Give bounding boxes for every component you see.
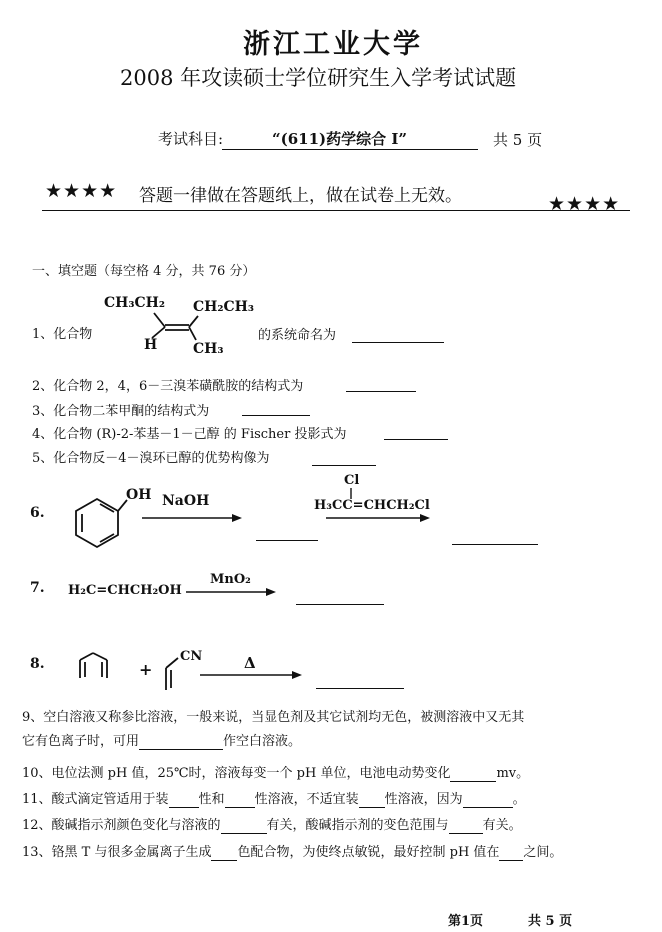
footer-page-number: 第1页	[448, 914, 484, 929]
q9-answer-blank[interactable]	[139, 734, 223, 750]
q11-line	[22, 788, 526, 808]
q1-ethyl-right: CH₂CH₃	[193, 299, 255, 315]
q12-line	[22, 814, 522, 834]
university-name: 浙江工业大学	[243, 29, 423, 60]
q13-blank-2[interactable]	[499, 845, 523, 861]
q9-line2	[22, 730, 301, 750]
q1-label: 1、化合物	[32, 327, 93, 342]
q7-reactant: H₂C=CHCH₂OH	[68, 583, 182, 598]
exam-title: 2008 年攻读硕士学位研究生入学考试试题	[120, 66, 517, 90]
q11-text-b: 性和	[198, 792, 225, 807]
q11-text-d: 性溶液，因为	[384, 792, 463, 807]
notice-stars-right: ★★★★	[548, 193, 621, 215]
q13-text-b: 色配合物，为使终点敏锐，最好控制 pH 值在	[237, 845, 500, 860]
q11-text-e: 。	[512, 792, 526, 807]
q8-heat-symbol: Δ	[244, 654, 256, 672]
q3-text: 3、化合物二苯甲酮的结构式为	[32, 404, 210, 419]
q6-reagent: NaOH	[162, 493, 210, 509]
q1-methyl: CH₃	[193, 341, 224, 357]
q1-suffix: 的系统命名为	[258, 328, 337, 343]
q4-text: 4、化合物 (R)-2-苯基－1－己醇 的 Fischer 投影式为	[32, 427, 347, 442]
q8-number: 8.	[30, 656, 45, 672]
q2-text: 2、化合物 2，4，6－三溴苯磺酰胺的结构式为	[32, 379, 304, 394]
q12-text-c: 有关。	[482, 818, 522, 833]
q12-text-b: 有关，酸碱指示剂的变色范围与	[266, 818, 449, 833]
q12-blank-1[interactable]	[221, 818, 267, 834]
q13-blank-1[interactable]	[211, 845, 237, 861]
q1-ethyl-left: CH₃CH₂	[104, 295, 166, 311]
q8-answer-blank[interactable]	[316, 688, 404, 689]
q12-blank-2[interactable]	[449, 818, 483, 834]
q6-product-formula: H₃CC=CHCH₂Cl	[314, 498, 430, 513]
q9-line1: 9、空白溶液又称参比溶液，一般来说，当显色剂及其它试剂均无色，被测溶液中又无其	[22, 710, 525, 725]
q11-blank-2[interactable]	[225, 792, 255, 808]
q11-text-c: 性溶液，不适宜装	[254, 792, 359, 807]
q6-hydroxyl: OH	[126, 487, 152, 503]
q10-unit: mv。	[496, 766, 530, 781]
q13-text-c: 之间。	[523, 845, 563, 860]
q9-line2-start: 它有色离子时，可用	[22, 734, 140, 749]
q11-blank-1[interactable]	[169, 792, 199, 808]
q13-text-a: 13、铬黑 T 与很多金属离子生成	[22, 845, 212, 860]
q11-blank-3[interactable]	[359, 792, 385, 808]
q7-reagent: MnO₂	[210, 572, 251, 587]
total-pages-header: 共 5 页	[493, 131, 543, 149]
q6-chlorine: Cl	[344, 473, 360, 488]
q11-text-a: 11、酸式滴定管适用于装	[22, 792, 169, 807]
notice-text: 答题一律做在答题纸上，做在试卷上无效。	[139, 186, 462, 206]
q8-plus: +	[139, 660, 153, 679]
q10-line	[22, 762, 529, 782]
q6-number: 6.	[30, 505, 45, 521]
q7-number: 7.	[30, 580, 45, 596]
subject-value: “(611)药学综合 I”	[272, 130, 408, 148]
notice-stars-left: ★★★★	[45, 180, 118, 202]
q10-text: 10、电位法测 pH 值，25℃时，溶液每变一个 pH 单位，电池电动势变化	[22, 766, 451, 781]
footer-total-pages: 共 5 页	[528, 914, 573, 929]
q9-line2-end: 作空白溶液。	[223, 734, 302, 749]
q13-line	[22, 841, 562, 861]
section-heading: 一、填空题（每空格 4 分，共 76 分）	[32, 264, 256, 279]
q10-answer-blank[interactable]	[450, 766, 496, 782]
subject-label: 考试科目:	[158, 130, 224, 148]
q1-hydrogen: H	[144, 337, 158, 353]
q8-nitrile: CN	[180, 649, 203, 664]
q5-text: 5、化合物反－4－溴环已醇的优势构像为	[32, 451, 270, 466]
q12-text-a: 12、酸碱指示剂颜色变化与溶液的	[22, 818, 221, 833]
q11-blank-4[interactable]	[463, 792, 513, 808]
